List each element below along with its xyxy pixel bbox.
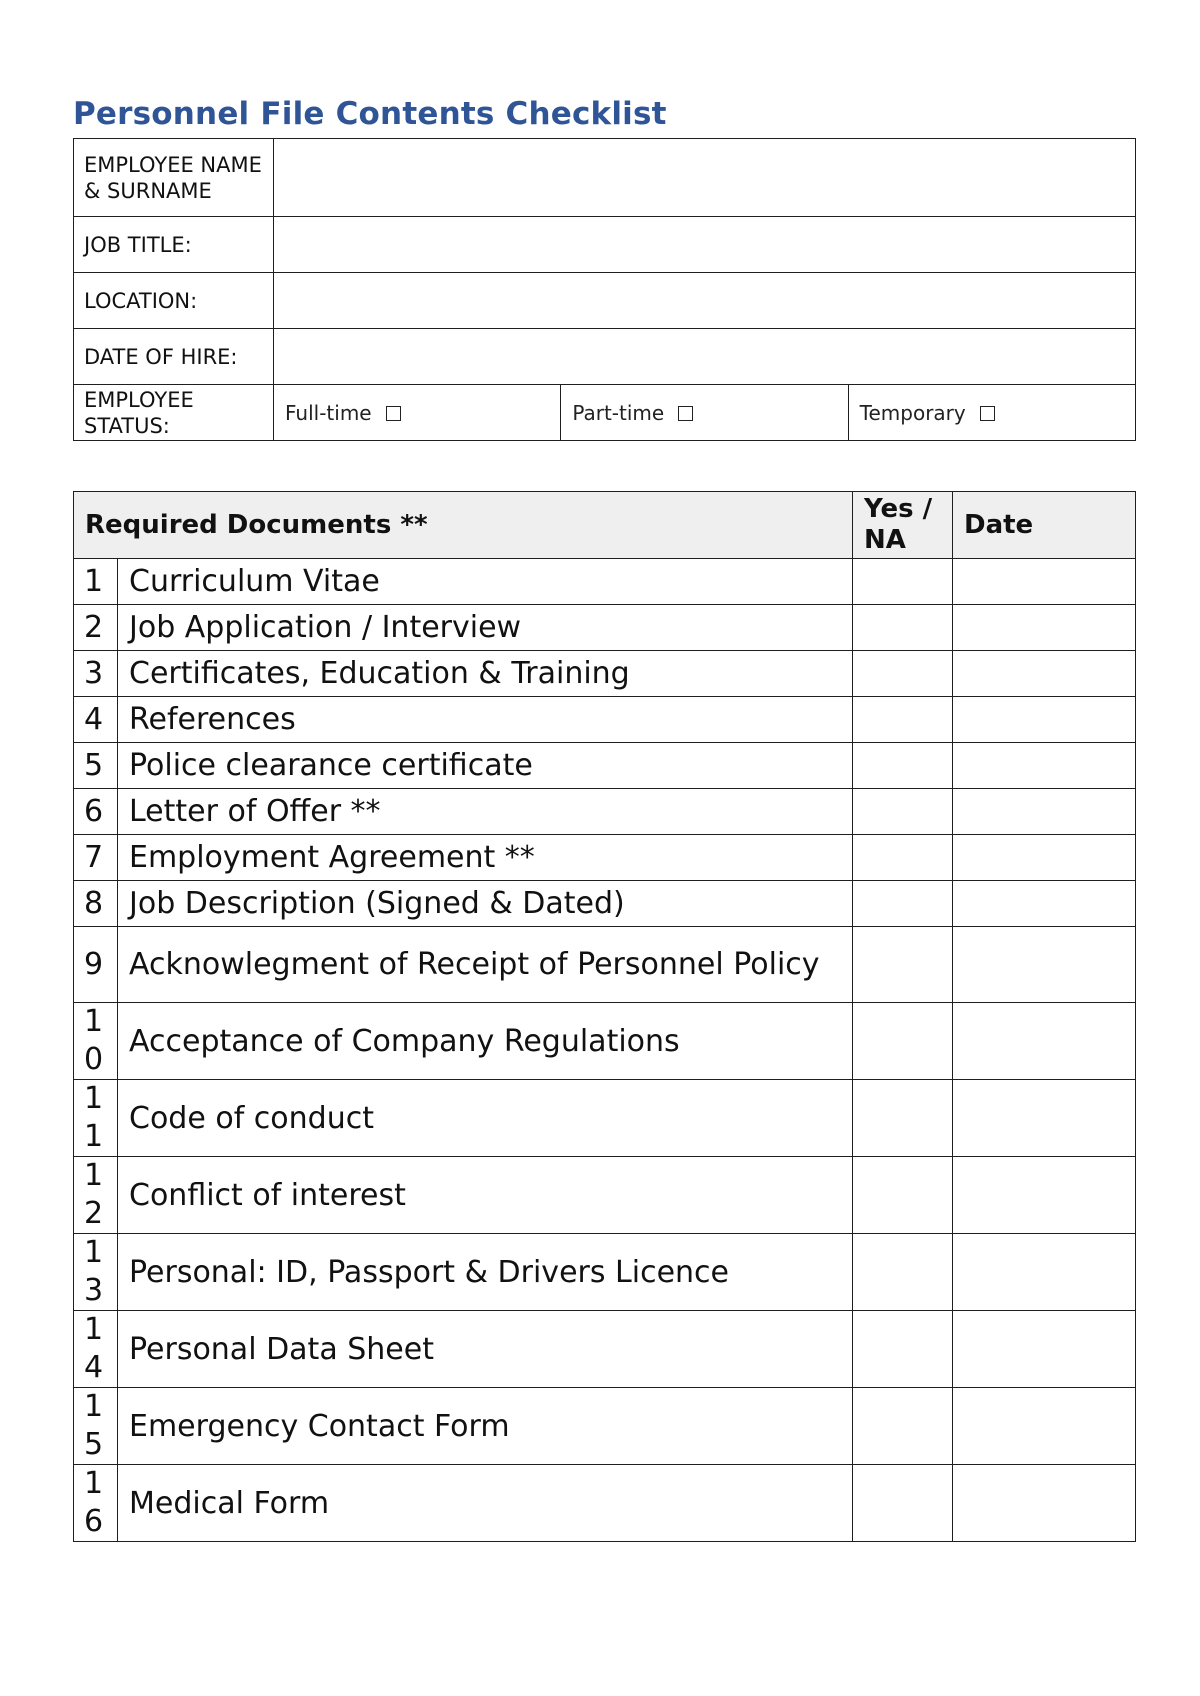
employee-info-table [73,138,1136,441]
yes-na-cell[interactable] [853,1234,953,1311]
yes-na-cell[interactable] [853,605,953,651]
yes-na-cell[interactable] [853,927,953,1003]
row-number: 5 [74,743,118,789]
date-of-hire-field[interactable] [274,329,1136,385]
document-label: Personal: ID, Passport & Drivers Licence [118,1234,853,1311]
row-number: 1 [74,559,118,605]
page-title: Personnel File Contents Checklist [73,96,667,132]
yes-na-cell[interactable] [853,1080,953,1157]
table-row [74,559,1136,605]
required-documents-table [73,491,1136,1542]
document-label: Acceptance of Company Regulations [118,1003,853,1080]
yes-na-cell[interactable] [853,1311,953,1388]
status-option-full-time[interactable] [274,385,561,441]
table-row [74,605,1136,651]
row-number: 14 [74,1311,118,1388]
row-number: 2 [74,605,118,651]
date-cell[interactable] [953,1080,1136,1157]
table-row [74,1157,1136,1234]
yes-na-cell[interactable] [853,835,953,881]
document-label: Emergency Contact Form [118,1388,853,1465]
temporary-checkbox[interactable] [980,406,995,421]
document-label: Employment Agreement ** [118,835,853,881]
date-cell[interactable] [953,1465,1136,1542]
row-number: 12 [74,1157,118,1234]
date-cell[interactable] [953,697,1136,743]
table-row [74,881,1136,927]
document-label: Personal Data Sheet [118,1311,853,1388]
status-option-label: Full-time [285,400,372,425]
yes-na-cell[interactable] [853,697,953,743]
table-row [74,697,1136,743]
yes-na-header: Yes / NA [853,492,953,559]
required-documents-header: Required Documents ** [74,492,853,559]
status-option-label: Temporary [859,400,966,425]
date-cell[interactable] [953,789,1136,835]
table-row [74,651,1136,697]
yes-na-cell[interactable] [853,1465,953,1542]
row-number: 7 [74,835,118,881]
row-number: 9 [74,927,118,1003]
status-option-temporary[interactable] [848,385,1135,441]
location-field[interactable] [274,273,1136,329]
table-row [74,1311,1136,1388]
yes-na-cell[interactable] [853,1388,953,1465]
job-title-field[interactable] [274,217,1136,273]
document-label: Acknowlegment of Receipt of Personnel Policy [118,927,853,1003]
yes-na-cell[interactable] [853,651,953,697]
date-header: Date [953,492,1136,559]
table-row [74,789,1136,835]
job-title-label: JOB TITLE: [74,217,274,273]
job-title-row [74,217,1136,273]
document-label: Job Description (Signed & Dated) [118,881,853,927]
employee-name-label: EMPLOYEE NAME & SURNAME [74,139,274,217]
location-label: LOCATION: [74,273,274,329]
date-cell[interactable] [953,1234,1136,1311]
documents-header-row [74,492,1136,559]
date-cell[interactable] [953,559,1136,605]
yes-na-cell[interactable] [853,881,953,927]
document-label: Letter of Offer ** [118,789,853,835]
row-number: 6 [74,789,118,835]
table-row [74,927,1136,1003]
table-row [74,1234,1136,1311]
document-label: Job Application / Interview [118,605,853,651]
row-number: 13 [74,1234,118,1311]
table-row [74,743,1136,789]
table-row [74,1465,1136,1542]
date-cell[interactable] [953,881,1136,927]
row-number: 8 [74,881,118,927]
date-cell[interactable] [953,743,1136,789]
date-cell[interactable] [953,1003,1136,1080]
document-label: Curriculum Vitae [118,559,853,605]
part-time-checkbox[interactable] [678,406,693,421]
yes-na-cell[interactable] [853,559,953,605]
document-label: References [118,697,853,743]
date-cell[interactable] [953,835,1136,881]
row-number: 11 [74,1080,118,1157]
row-number: 4 [74,697,118,743]
date-cell[interactable] [953,1311,1136,1388]
employee-name-field[interactable] [274,139,1136,217]
location-row [74,273,1136,329]
employee-status-label: EMPLOYEE STATUS: [74,385,274,441]
table-row [74,1003,1136,1080]
date-of-hire-label: DATE OF HIRE: [74,329,274,385]
table-row [74,835,1136,881]
row-number: 10 [74,1003,118,1080]
document-label: Conflict of interest [118,1157,853,1234]
full-time-checkbox[interactable] [386,406,401,421]
date-cell[interactable] [953,605,1136,651]
date-of-hire-row [74,329,1136,385]
yes-na-cell[interactable] [853,1003,953,1080]
row-number: 16 [74,1465,118,1542]
employee-status-row [74,385,1136,441]
date-cell[interactable] [953,651,1136,697]
row-number: 15 [74,1388,118,1465]
employee-name-row [74,139,1136,217]
date-cell[interactable] [953,927,1136,1003]
document-label: Medical Form [118,1465,853,1542]
row-number: 3 [74,651,118,697]
status-option-part-time[interactable] [561,385,848,441]
date-cell[interactable] [953,1388,1136,1465]
document-label: Police clearance certificate [118,743,853,789]
table-row [74,1080,1136,1157]
document-label: Certificates, Education & Training [118,651,853,697]
date-cell[interactable] [953,1157,1136,1234]
yes-na-cell[interactable] [853,789,953,835]
status-option-label: Part-time [572,400,665,425]
yes-na-cell[interactable] [853,1157,953,1234]
document-label: Code of conduct [118,1080,853,1157]
table-row [74,1388,1136,1465]
yes-na-cell[interactable] [853,743,953,789]
